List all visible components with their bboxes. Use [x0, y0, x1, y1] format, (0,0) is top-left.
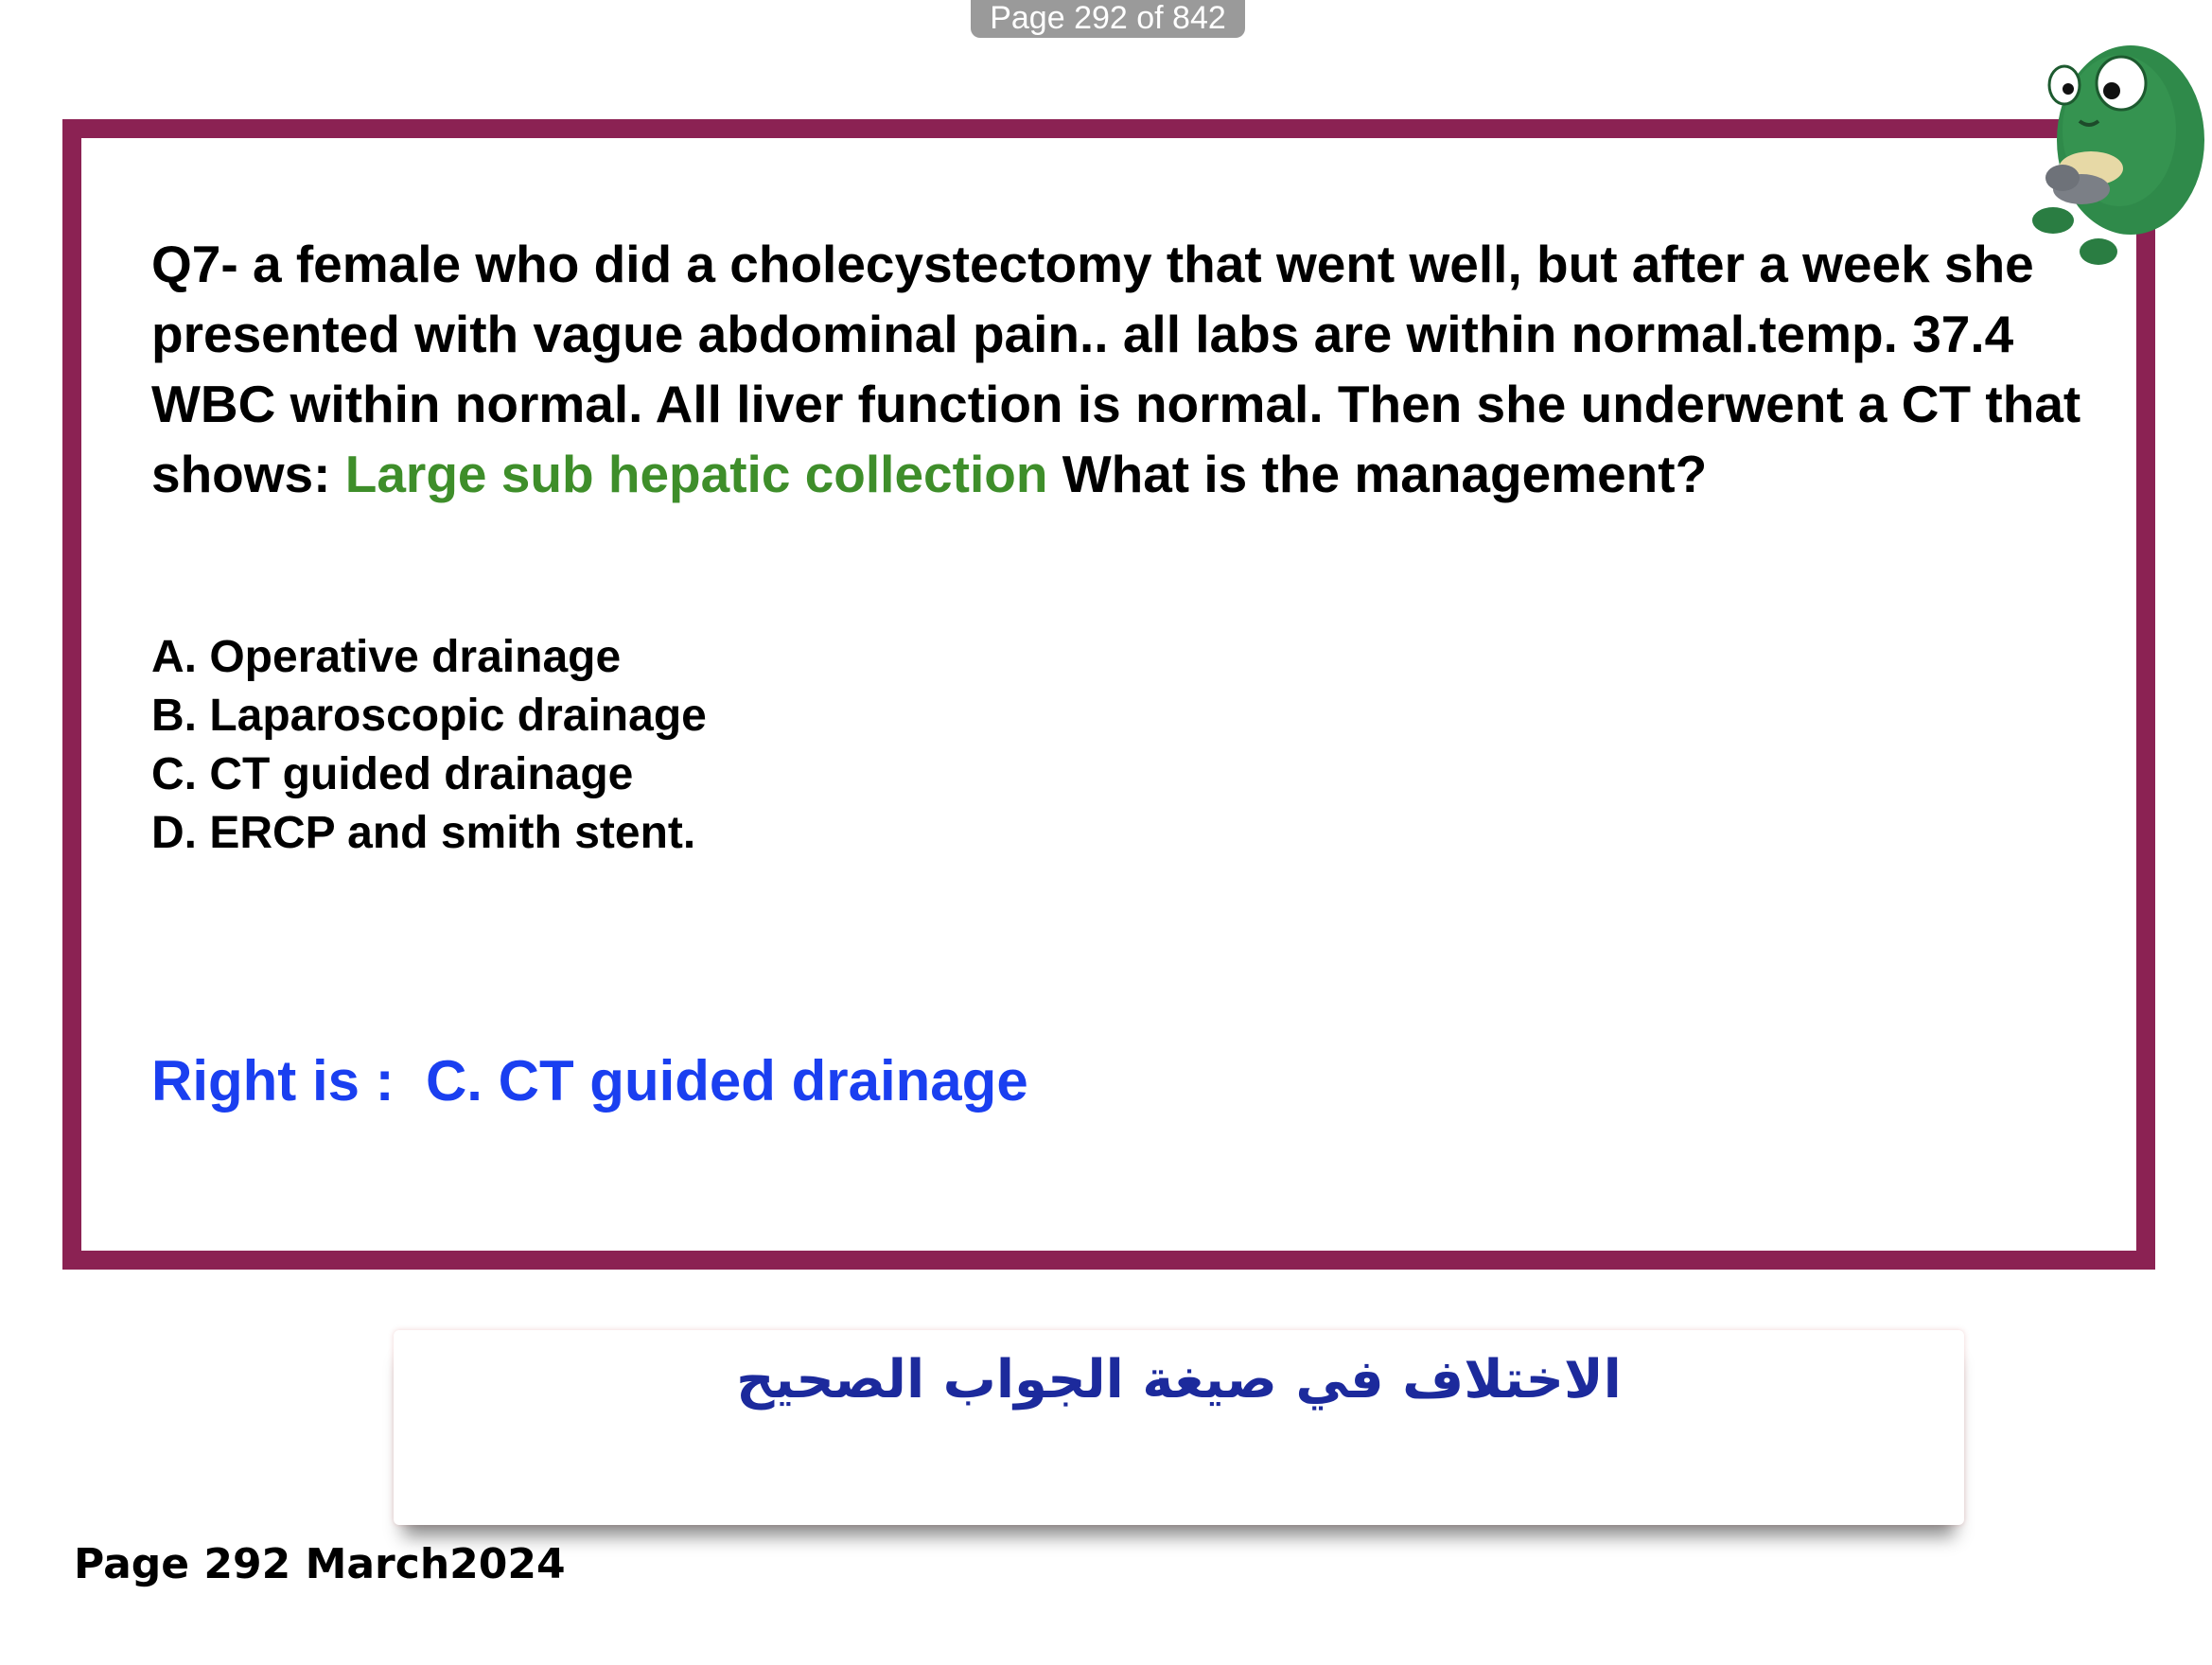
page-footer: Page 292 March2024 [74, 1540, 566, 1588]
option-d: D. ERCP and smith stent. [151, 808, 696, 858]
question-text [151, 229, 2148, 509]
correct-answer: Right is : C. CT guided drainage [151, 1049, 1028, 1113]
option-a: A. Operative drainage [151, 632, 622, 682]
question-highlight: Large sub hepatic collection [344, 445, 1048, 503]
question-stem-end: What is the management? [1047, 445, 1708, 503]
page-indicator: Page 292 of 842 [971, 0, 1245, 38]
option-c: C. CT guided drainage [151, 749, 634, 799]
answer-options [151, 628, 707, 863]
question-box [62, 119, 2155, 1270]
note-text: الاختلاف في صيغة الجواب الصحيح [736, 1349, 1622, 1411]
question-stem-start: Q7- a female who did a cholecystectomy that went well, but after a week she presented with vague abdominal pain.. all labs are within normal.temp. 37.4 WBC within normal. All liver function is normal. Then she underwent a CT that shows: [151, 235, 2081, 503]
green-plush-mascot-icon [2025, 26, 2212, 282]
note-card [394, 1330, 1964, 1525]
option-b: B. Laparoscopic drainage [151, 691, 707, 741]
